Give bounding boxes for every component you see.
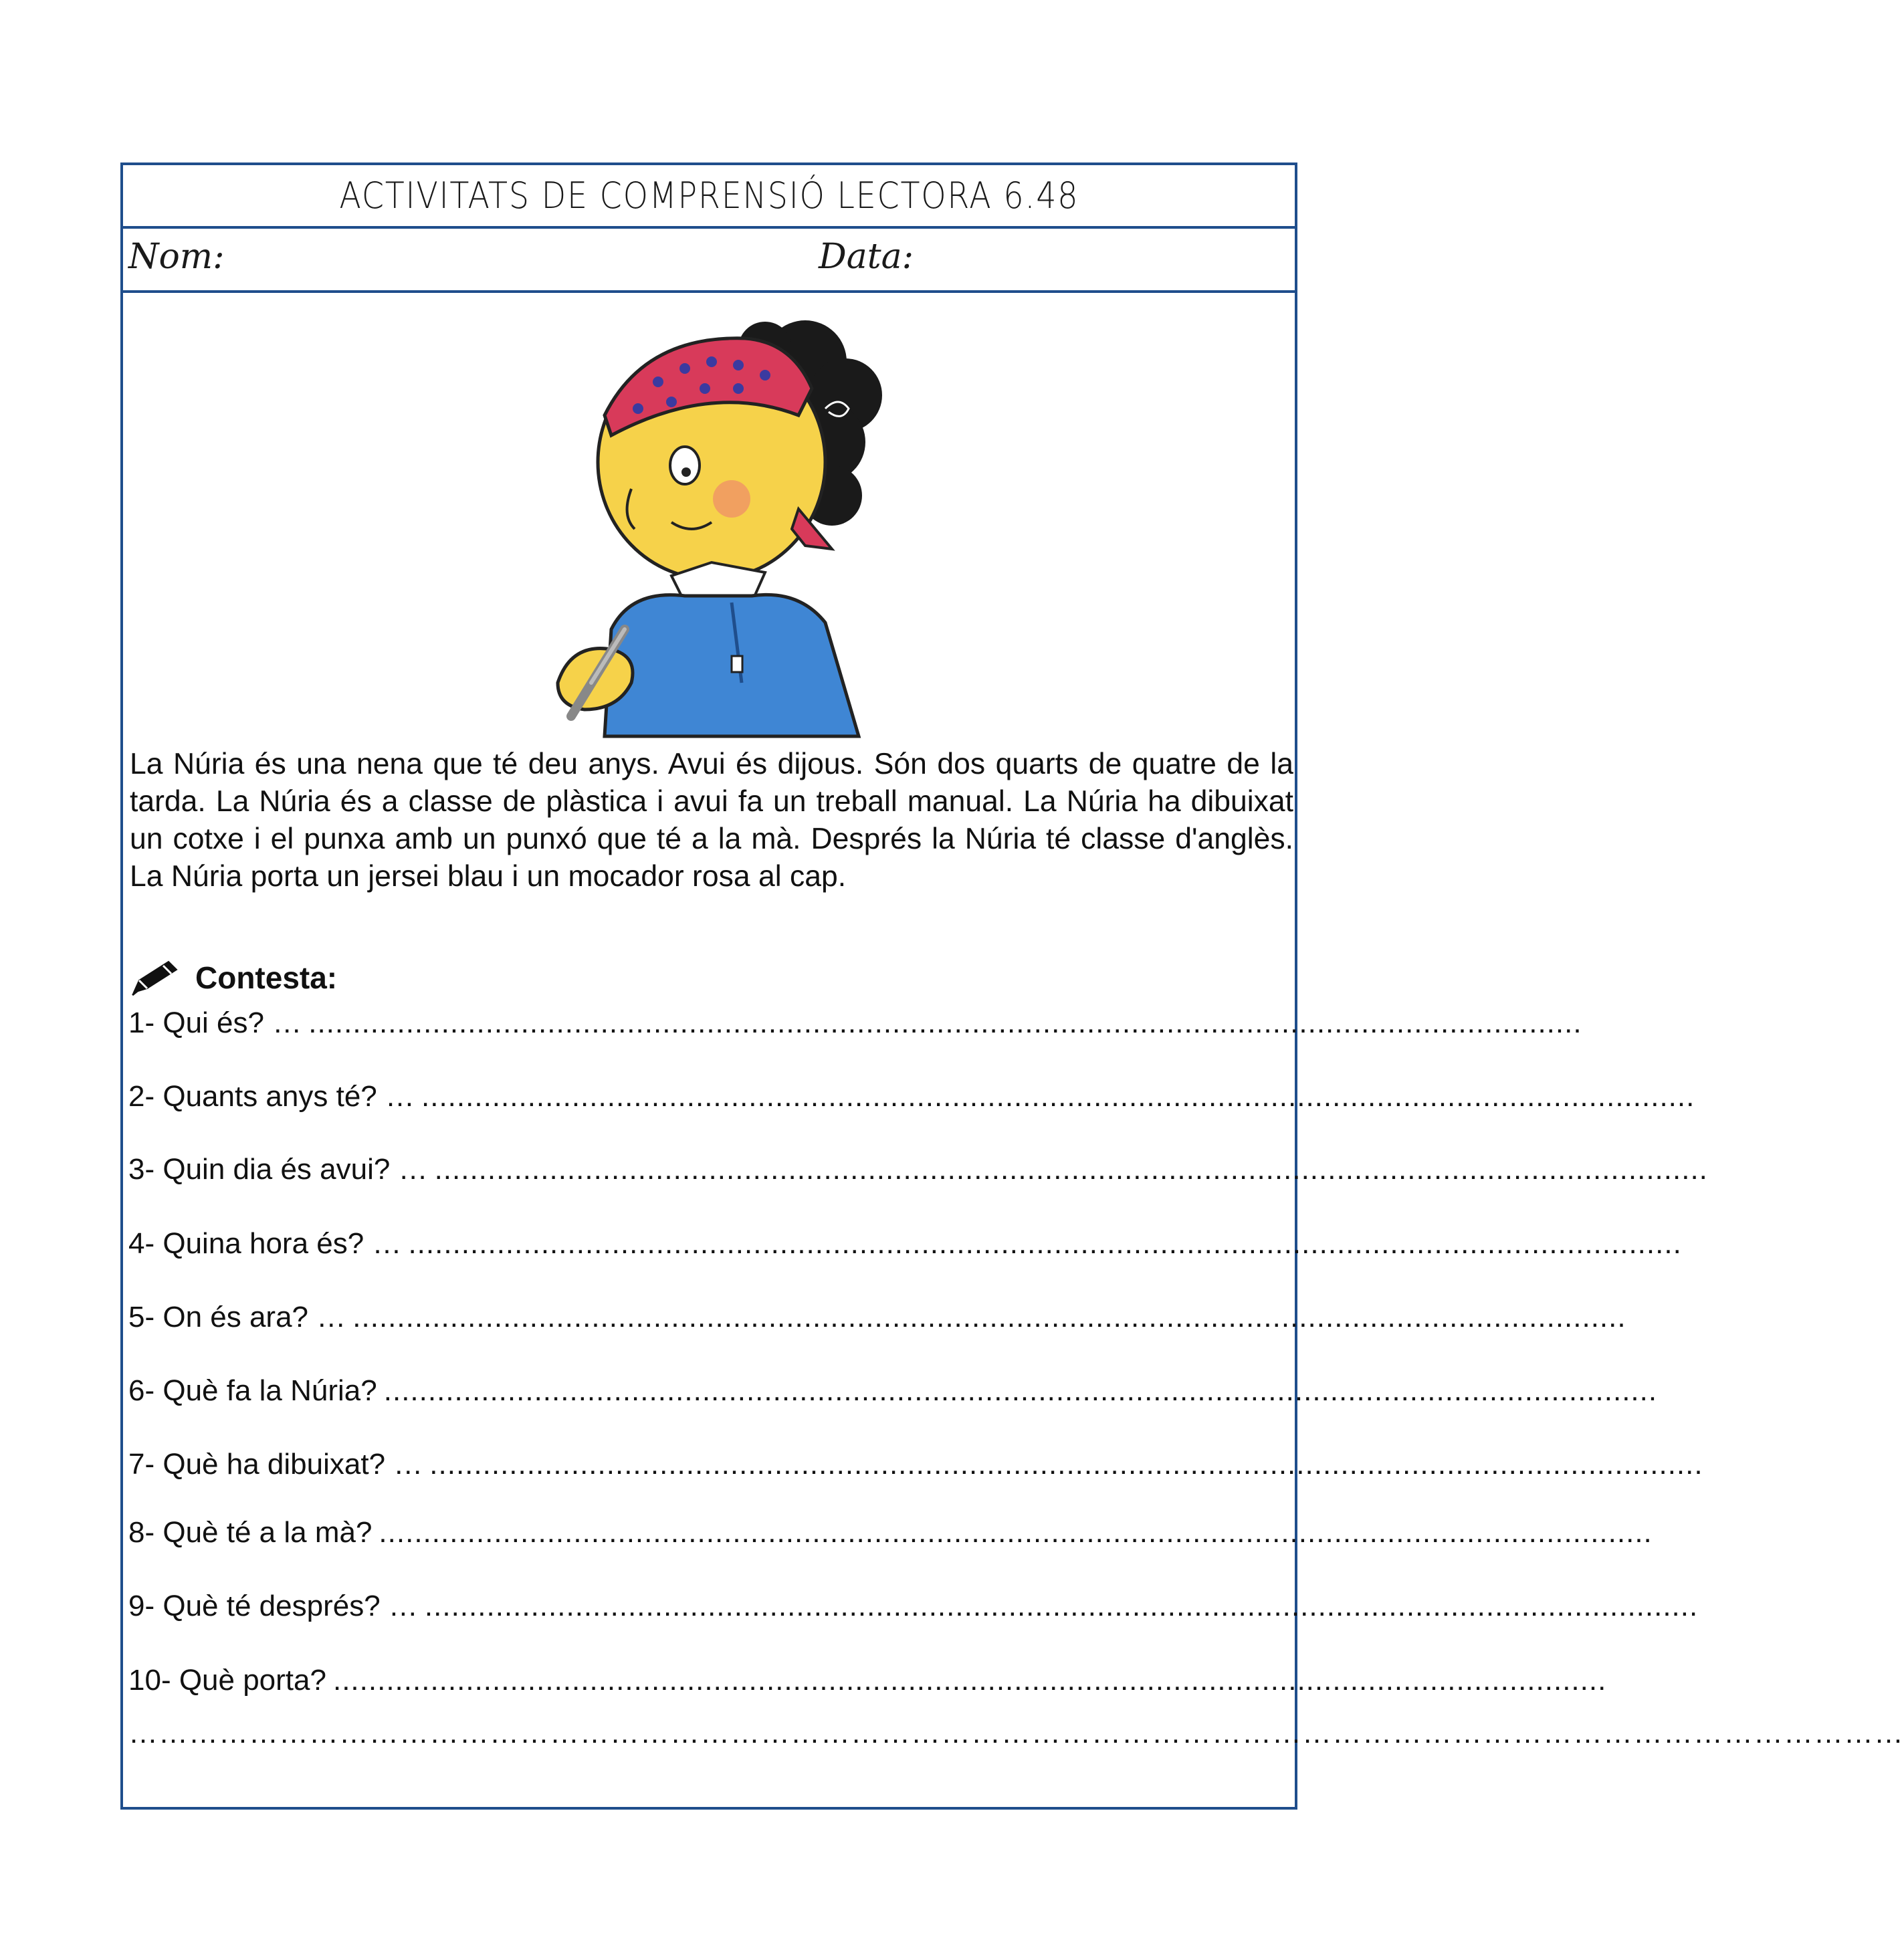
name-label: Nom: [128,237,225,277]
question-6 [128,1374,1658,1408]
contesta-label: Contesta: [195,960,338,995]
question-7 [128,1448,1703,1481]
extra-answer-line[interactable] [128,1717,1904,1750]
contesta-heading [130,954,337,1001]
answer-line[interactable]: ................................................................................................................................................ [379,1516,1653,1549]
question-text: 6- Què fa la Núria? [128,1374,377,1407]
pencil-icon [130,958,183,998]
answer-line[interactable]: ................................................................................................................................................ [424,1590,1699,1622]
date-label: Data: [819,237,914,277]
answer-line[interactable]: ................................................................................................................................................ [308,1006,1582,1039]
girl-illustration [511,308,926,756]
question-4 [128,1227,1682,1261]
question-text: 4- Quina hora és? … [128,1227,402,1260]
story-text: La Núria és una nena que té deu anys. Avui és dijous. Són dos quarts de quatre de la tarda. La Núria és a classe de plàstica i avui fa un treball manual. La Núria ha dibuixat un cotxe i el punxa amb un punxó que té a la mà. Després la Núria té classe d'anglès. La Núria porta un jersei blau i un mocador rosa al cap. [130,748,1293,893]
answer-line[interactable]: ................................................................................................................................................ [429,1448,1703,1481]
question-5 [128,1301,1626,1334]
page-title: ACTIVITATS DE COMPRENSIÓ LECTORA 6.48 [339,175,1079,217]
worksheet-frame [120,163,1904,1810]
question-text: 1- Qui és? … [128,1006,302,1039]
answer-line[interactable]: …………………………………………………………………………………………………………………………………………………………… [128,1717,1904,1749]
title-row [123,165,1295,229]
question-3 [128,1153,1708,1186]
answer-line[interactable]: ................................................................................................................................................ [383,1374,1658,1407]
question-text: 7- Què ha dibuixat? … [128,1448,423,1481]
question-text: 3- Quin dia és avui? … [128,1153,428,1186]
question-10 [128,1664,1607,1697]
answer-line[interactable]: ................................................................................................................................................ [332,1664,1607,1697]
answer-line[interactable]: ................................................................................................................................................ [434,1153,1708,1186]
question-2 [128,1080,1695,1113]
answer-line[interactable]: ................................................................................................................................................ [421,1080,1695,1113]
answer-line[interactable]: ................................................................................................................................................ [408,1227,1682,1260]
question-text: 2- Quants anys té? … [128,1080,415,1113]
question-text: 10- Què porta? [128,1664,326,1697]
question-text: 8- Què té a la mà? [128,1516,373,1549]
question-1 [128,1006,1582,1040]
name-date-row [123,229,1295,293]
question-text: 5- On és ara? … [128,1301,346,1333]
question-text: 9- Què té després? … [128,1590,418,1622]
question-8 [128,1516,1653,1549]
question-9 [128,1590,1699,1623]
answer-line[interactable]: ................................................................................................................................................ [352,1301,1626,1333]
